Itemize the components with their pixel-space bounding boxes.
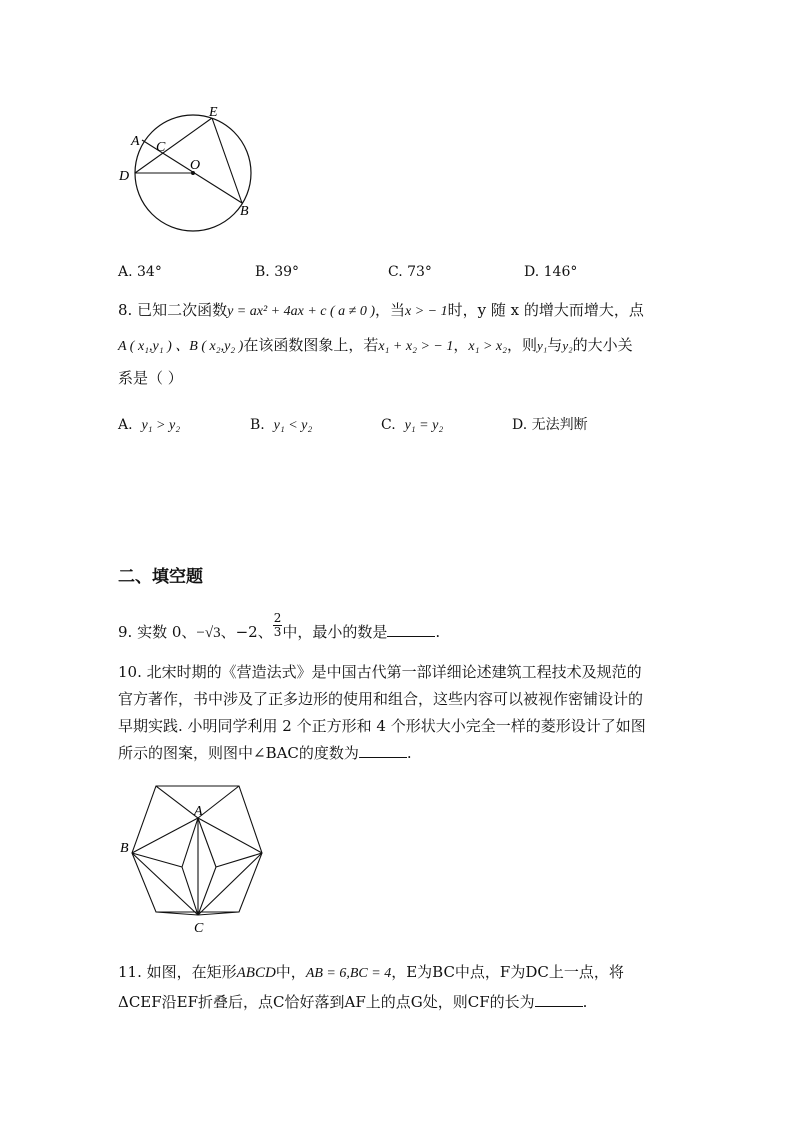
q8-text: ，则 <box>506 336 537 354</box>
q9-neg-sqrt3: −√3 <box>196 625 221 641</box>
circle-figure <box>110 95 270 235</box>
q8-function: y = ax² + 4ax + c ( a ≠ 0 ) <box>227 304 375 319</box>
label-b: B <box>240 204 249 219</box>
octagon-figure <box>110 780 280 940</box>
q8-condition: x > − 1 <box>405 304 448 319</box>
label-a: A <box>131 134 140 149</box>
q10-line-1: 10. 北宋时期的《营造法式》是中国古代第一部详细论述建筑工程技术及规范的 <box>118 663 642 681</box>
q8-y2: y₂ <box>562 338 573 353</box>
q7-option-a: A. 34° <box>118 264 162 280</box>
q11-line-2: ΔCEF沿EF折叠后，点C恰好落到AF上的点G处，则CF的长为 . <box>118 993 588 1011</box>
q7-option-c: C. 73° <box>388 264 432 280</box>
label-c: C <box>194 921 204 936</box>
q8-sum-condition: x₁ + x₂ > − 1 <box>378 339 454 354</box>
q8-option-b: B. y₁ < y₂ <box>250 417 313 433</box>
q8-text: 8. 已知二次函数 <box>118 301 228 319</box>
q11-line-1: 11. 如图，在矩形ABCD中，AB = 6,BC = 4，E为BC中点，F为DC上一点，将 <box>118 963 624 981</box>
q8-text: 的大小关 <box>572 336 633 354</box>
q11-answer-blank[interactable] <box>535 992 583 1007</box>
q8-option-c: C. y₁ = y₂ <box>381 417 444 433</box>
q10-line-4: 所示的图案，则图中∠BAC的度数为 . <box>118 744 412 762</box>
q9-text: 、−2、 <box>220 623 273 641</box>
q8-text: 时，y 随 x 的增大而增大，点 <box>447 301 644 319</box>
label-a: A <box>194 804 203 819</box>
q8-option-c-math: y₁ = y₂ <box>404 418 444 433</box>
q8-line-3: 系是（ ） <box>118 369 183 387</box>
label-o: O <box>190 158 201 173</box>
section-heading: 二、填空题 <box>118 567 203 587</box>
label-e: E <box>209 105 218 120</box>
label-d: D <box>119 169 130 184</box>
q9-line: 9. 实数 0、−√3、−2、 $\frac{2}{3}$ 中，最小的数是 . <box>118 610 441 641</box>
q9-text: 9. 实数 0、 <box>118 623 197 641</box>
q8-text: 在该函数图象上，若 <box>243 336 379 354</box>
q9-fraction: $\frac{2}{3}$ <box>273 610 282 639</box>
q8-line-1 <box>118 296 644 326</box>
q8-option-d: D. 无法判断 <box>512 417 588 433</box>
q8-option-a-math: y₁ > y₂ <box>141 418 181 433</box>
segment-eb <box>212 118 242 203</box>
q8-y1: y₁ <box>537 338 548 353</box>
q10-line-3: 早期实践. 小明同学利用 2 个正方形和 4 个形状大小完全一样的菱形设计了如图 <box>118 717 646 735</box>
label-c: C <box>156 140 166 155</box>
edge <box>198 818 216 867</box>
label-b: B <box>120 841 129 856</box>
edge <box>156 786 198 818</box>
q10-line-2: 官方著作，书中涉及了正多边形的使用和组合，这些内容可以被视作密铺设计的 <box>118 690 644 708</box>
q8-option-a: A. y₁ > y₂ <box>118 417 181 433</box>
q8-points: A ( x₁,y₁ ) 、B ( x₂,y₂ ) <box>118 339 244 354</box>
segment-de <box>135 118 212 173</box>
q11-condition: AB = 6,BC = 4 <box>305 966 392 981</box>
q11-rect-name: ABCD <box>236 965 276 981</box>
q8-text: 与 <box>547 336 563 354</box>
q7-option-d: D. 146° <box>524 264 578 280</box>
edge <box>198 818 262 853</box>
edge <box>198 867 216 915</box>
q8-line-2: A ( x₁,y₁ ) 、B ( x₂,y₂ )在该函数图象上，若x₁ + x₂ > − 1，x₁ > x₂，则y₁与y₂的大小关 <box>118 336 633 354</box>
q9-text: 中，最小的数是 <box>282 623 388 641</box>
q9-answer-blank[interactable] <box>387 622 435 637</box>
q8-option-b-math: y₁ < y₂ <box>273 418 313 433</box>
q10-answer-blank[interactable] <box>359 743 407 758</box>
edge <box>198 786 239 818</box>
q7-option-b: B. 39° <box>255 264 300 280</box>
q8-text: ，当 <box>375 301 406 319</box>
q8-order-condition: x₁ > x₂ <box>468 339 507 354</box>
